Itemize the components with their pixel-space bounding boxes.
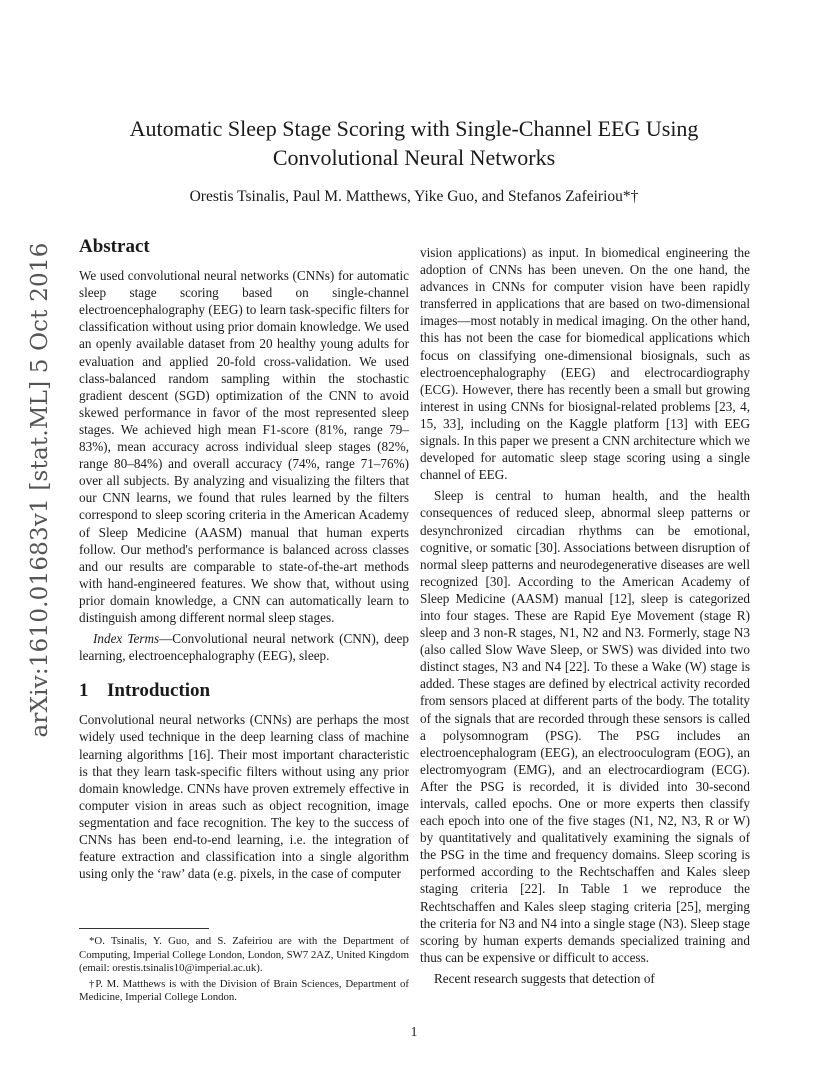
abstract-heading: Abstract	[79, 236, 150, 257]
footnote-affiliation-2: †P. M. Matthews is with the Division of Brain Sciences, Department of Medicine, Imperial College London.	[79, 977, 409, 1003]
section-number: 1	[79, 680, 89, 702]
abstract-paragraph: We used convolutional neural networks (CNNs) for automatic sleep stage scoring based on single-channel electroencephalography (EEG) to learn task-specific filters for classification without using prior domain knowledge. We used an openly available dataset from 20 healthy young adults for evaluation and applied 20-fold cross-validation. We used class-balanced random sampling within the stochastic gradient descent (SGD) optimization of the CNN to avoid skewed performance in favor of the most represented sleep stages. We achieved high mean F1-score (81%, range 79–83%), mean accuracy across individual sleep stages (82%, range 80–84%) and overall accuracy (74%, range 71–76%) over all subjects. By analyzing and visualizing the filters that our CNN learns, we found that rules learned by the filters correspond to sleep scoring criteria in the American Academy of Sleep Medicine (AASM) manual that human experts follow. Our method's performance is balanced across classes and our results are comparable to state-of-the-art methods with hand-engineered features. We show that, without using prior domain knowledge, a CNN can automatically learn to distinguish among different normal sleep stages.	[79, 268, 409, 625]
author-list: Orestis Tsinalis, Paul M. Matthews, Yike Guo, and Stefanos Zafeiriou*†	[189, 188, 639, 205]
footnote-affiliation-1: *O. Tsinalis, Y. Guo, and S. Zafeiriou are with the Department of Computing, Imperial College London, London, SW7 2AZ, United Kingdom (email: orestis.tsinalis10@imperial.ac.uk).	[79, 935, 409, 974]
introduction-heading	[79, 680, 409, 702]
arxiv-id-text: arXiv:1610.01683v1 [stat.ML] 5 Oct 2016	[27, 242, 53, 738]
left-column	[79, 238, 409, 882]
index-terms-label: Index Terms	[93, 631, 160, 647]
right-column	[420, 244, 750, 987]
index-terms-text: —Convolutional neural network (CNN), deep learning, electroencephalography (EEG), sleep.	[79, 631, 409, 664]
paper-title	[90, 114, 738, 172]
arxiv-side-identifier	[20, 242, 60, 738]
title-line-2: Convolutional Neural Networks	[272, 145, 556, 170]
right-paragraph-3: Recent research suggests that detection of	[434, 970, 655, 986]
intro-paragraph-1: Convolutional neural networks (CNNs) are perhaps the most widely used technique in the deep learning class of machine learning algorithms [16]. Their most important characteristic is that they learn task-specific filters without using any prior domain knowledge. CNNs have proven extremely effective in computer vision in areas such as object recognition, image segmentation and face recognition. The key to the success of CNNs has been end-to-end learning, i.e. the integration of feature extraction and classification into a single algorithm using only the ‘raw’ data (e.g. pixels, in the case of computer	[79, 712, 409, 882]
footnotes	[79, 928, 409, 1007]
section-title: Introduction	[107, 680, 211, 702]
right-paragraph-1: vision applications) as input. In biomedical engineering the adoption of CNNs has been uneven. On the one hand, the advances in CNNs for computer vision have been rapidly transferred in applications that are based on two-dimensional images—most notably in medical imaging. On the other hand, this has not been the case for biomedical applications which focus on classifying one-dimensional biosignals, such as electroencephalography (EEG) and electrocardiography (ECG). However, there has recently been a small but growing interest in using CNNs for biosignal-related problems [23, 4, 15, 33], including on the Kaggle platform [13] with EEG signals. In this paper we present a CNN architecture which we developed for automatic sleep stage scoring using a single channel of EEG.	[420, 245, 750, 483]
right-paragraph-2: Sleep is central to human health, and the health consequences of reduced sleep, abnormal sleep patterns or desynchronized circadian rhythms can be emotional, cognitive, or somatic [30]. Associations between disruption of normal sleep patterns and neurodegenerative diseases are well recognized [30]. According to the American Academy of Sleep Medicine (AASM) manual [12], sleep is categorized into four stages. These are Rapid Eye Movement (stage R) sleep and 3 non-R stages, N1, N2 and N3. Formerly, stage N3 (also called Slow Wave Sleep, or SWS) was divided into two distinct stages, N3 and N4 [22]. To these a Wake (W) stage is added. These stages are defined by electrical activity recorded from sensors placed at different parts of the body. The totality of the signals that are recorded through these sensors is called a polysomnogram (PSG). The PSG includes an electroencephalogram (EEG), an electrooculogram (EOG), an electromyogram (EMG), and an electrocardiogram (ECG). After the PSG is recorded, it is divided into 30-second intervals, called epochs. One or more experts then classify each epoch into one of the five stages (N1, N2, N3, R or W) by quantitatively and qualitatively examining the signals of the PSG in the time and frequency domains. Sleep scoring is performed according to the Rechtschaffen and Kales sleep staging criteria [22]. In Table 1 we reproduce the Rechtschaffen and Kales sleep staging criteria [25], merging the criteria for N3 and N4 into a single stage (N3). Sleep stage scoring by human experts demands specialized training and thus can be expensive or difficult to access.	[420, 488, 750, 965]
title-line-1: Automatic Sleep Stage Scoring with Single-Channel EEG Using	[129, 116, 699, 141]
index-terms	[79, 630, 409, 664]
page-number: 1	[410, 1024, 418, 1039]
footnote-rule	[79, 928, 209, 929]
